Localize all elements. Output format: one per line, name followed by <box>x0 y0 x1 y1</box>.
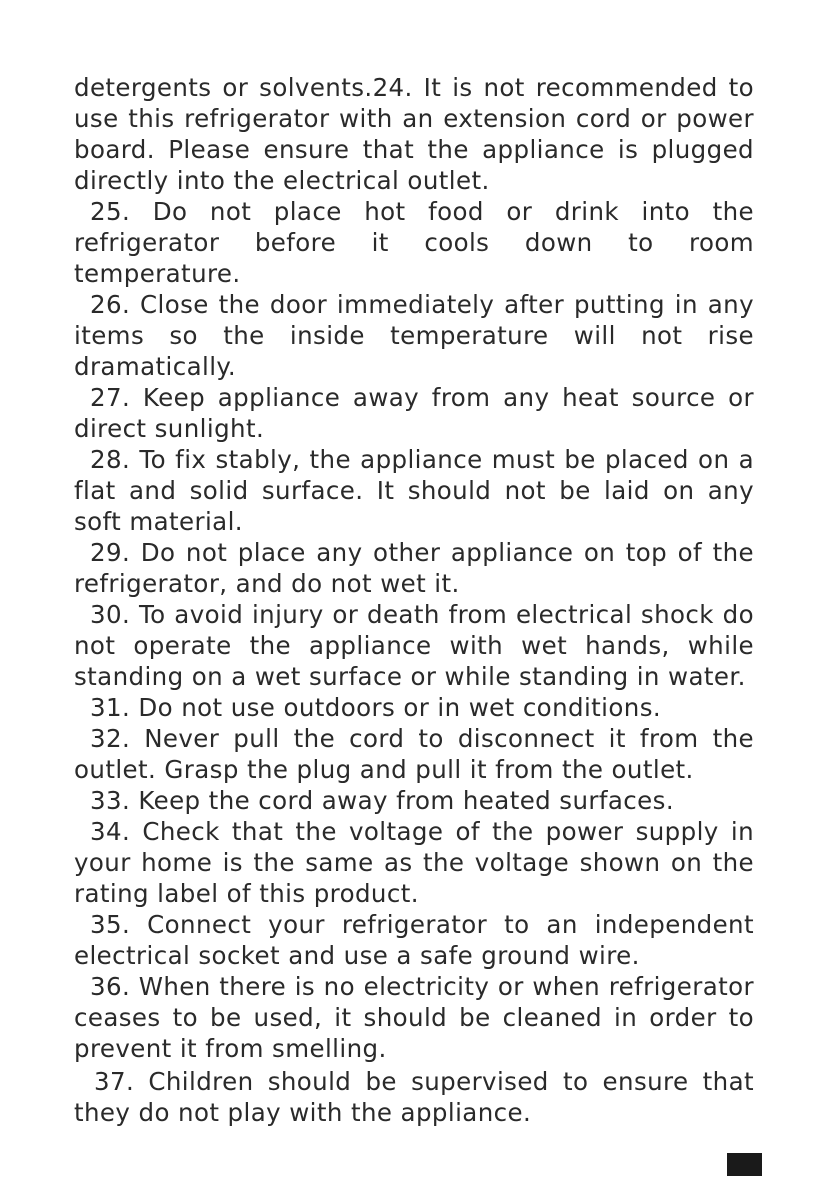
list-item-36: 36. When there is no electricity or when refrigerator ceases to be used, it should be cleaned in order to prevent it from smelling. <box>74 972 754 1063</box>
list-item-35: 35. Connect your refrigerator to an independent electrical socket and use a safe ground wire. <box>74 910 754 970</box>
page-marker-block <box>727 1153 762 1176</box>
list-item-31: 31. Do not use outdoors or in wet conditions. <box>90 693 662 722</box>
list-item-32: 32. Never pull the cord to disconnect it from the outlet. Grasp the plug and pull it from the outlet. <box>74 724 754 784</box>
document-body <box>74 72 754 1128</box>
list-item-34: 34. Check that the voltage of the power supply in your home is the same as the voltage shown on the rating label of this product. <box>74 817 754 908</box>
list-item-27: 27. Keep appliance away from any heat source or direct sunlight. <box>74 383 754 443</box>
list-item-28: 28. To fix stably, the appliance must be placed on a flat and solid surface. It should not be laid on any soft material. <box>74 445 754 536</box>
list-item-33: 33. Keep the cord away from heated surfaces. <box>90 786 675 815</box>
list-item-29: 29. Do not place any other appliance on top of the refrigerator, and do not wet it. <box>74 538 754 598</box>
list-item-25: 25. Do not place hot food or drink into the refrigerator before it cools down to room temperature. <box>74 197 754 288</box>
list-item-30: 30. To avoid injury or death from electrical shock do not operate the appliance with wet hands, while standing on a wet surface or while standing in water. <box>74 600 754 691</box>
list-item-26: 26. Close the door immediately after putting in any items so the inside temperature will not rise dramatically. <box>74 290 754 381</box>
list-item-37: 37. Children should be supervised to ensure that they do not play with the appliance. <box>74 1067 754 1127</box>
paragraph-continuation-24: detergents or solvents.24. It is not recommended to use this refrigerator with an extension cord or power board. Please ensure that the appliance is plugged directly into the electrical outlet. <box>74 73 754 195</box>
